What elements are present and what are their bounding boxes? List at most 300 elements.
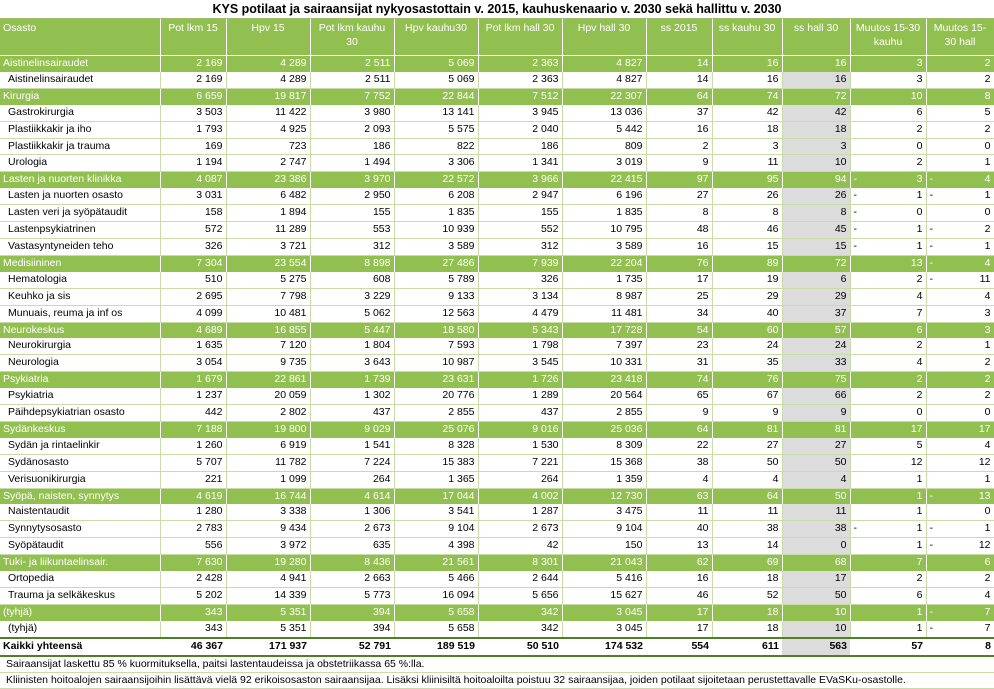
cell-value	[562, 388, 646, 404]
group-row[interactable]	[0, 322, 994, 338]
cell-value	[394, 538, 478, 555]
table-row[interactable]	[0, 538, 994, 555]
cell-text: 7 304	[196, 256, 223, 269]
cell-value	[394, 238, 478, 255]
cell-text: 2	[984, 373, 991, 386]
cell-text: 42	[546, 539, 559, 552]
cell-value	[160, 322, 226, 338]
cell-value	[850, 172, 926, 188]
row-label	[0, 288, 160, 305]
cell-text: 6 659	[196, 89, 223, 102]
cell-text: 394	[372, 621, 391, 634]
cell-value	[160, 488, 226, 504]
cell-value	[394, 488, 478, 504]
cell-text: 5 658	[448, 621, 475, 634]
row-label	[0, 105, 160, 121]
cell-value	[226, 272, 310, 288]
cell-text: 19	[766, 272, 779, 285]
cell-text: 7	[984, 621, 991, 634]
column-header[interactable]: Muutos 15-30 hall	[926, 19, 994, 56]
cell-text: 7 512	[532, 89, 559, 102]
cell-text: 3 545	[532, 356, 559, 369]
cell-text: 9 133	[448, 289, 475, 302]
cell-value	[160, 355, 226, 372]
table-row[interactable]	[0, 238, 994, 255]
cell-value	[226, 555, 310, 571]
cell-text: 1 798	[532, 339, 559, 352]
cell-text: Lasten ja nuorten klinikka	[3, 173, 122, 186]
cell-value	[310, 56, 394, 72]
cell-text: 2 783	[196, 522, 223, 535]
cell-value	[850, 138, 926, 155]
cell-value	[226, 621, 310, 638]
cell-value	[562, 471, 646, 488]
cell-value	[394, 205, 478, 222]
cell-text: 72	[834, 256, 847, 269]
cell-text: 0	[984, 139, 991, 152]
cell-text: 0	[840, 539, 847, 552]
cell-value	[850, 504, 926, 520]
cell-value	[850, 588, 926, 605]
cell-value	[562, 155, 646, 172]
cell-value	[226, 638, 310, 656]
group-row[interactable]	[0, 555, 994, 571]
row-label	[0, 454, 160, 471]
cell-value	[160, 222, 226, 239]
cell-value	[926, 338, 994, 354]
cell-value	[850, 372, 926, 388]
cell-value	[394, 72, 478, 88]
group-row[interactable]	[0, 372, 994, 388]
cell-text: 0	[984, 505, 991, 518]
cell-value	[478, 454, 562, 471]
column-header[interactable]: Hpv kauhu30	[394, 19, 478, 56]
group-row[interactable]	[0, 172, 994, 188]
cell-text: 16	[766, 57, 779, 69]
table-row[interactable]	[0, 405, 994, 422]
cell-text: 611	[762, 639, 779, 652]
group-row[interactable]	[0, 255, 994, 271]
table-row[interactable]	[0, 121, 994, 138]
column-header[interactable]: Pot lkm kauhu 30	[310, 19, 394, 56]
table-row[interactable]	[0, 155, 994, 172]
cell-text: 3	[916, 173, 923, 186]
cell-text: 89	[766, 256, 779, 269]
cell-value	[712, 388, 782, 404]
cell-text: 809	[624, 139, 643, 152]
cell-value	[646, 255, 712, 271]
cell-value	[160, 372, 226, 388]
cell-text: 553	[372, 223, 391, 236]
cell-value	[562, 421, 646, 437]
total-row[interactable]	[0, 638, 994, 656]
table-row[interactable]	[0, 105, 994, 121]
cell-text: 5 466	[448, 572, 475, 585]
cell-value	[782, 272, 850, 288]
cell-text: 2	[916, 339, 923, 352]
cell-text: 2	[916, 122, 923, 135]
cell-text: 4	[984, 589, 991, 601]
cell-value	[226, 488, 310, 504]
cell-value	[782, 604, 850, 620]
cell-text: 343	[204, 605, 223, 618]
cell-text: 155	[540, 206, 559, 219]
cell-value	[850, 255, 926, 271]
cell-value	[394, 222, 478, 239]
column-header[interactable]: Osasto	[0, 19, 160, 56]
cell-text: 65	[696, 389, 709, 402]
cell-value	[712, 138, 782, 155]
cell-text: 38	[696, 455, 709, 468]
cell-value	[850, 355, 926, 372]
cell-text: 4 925	[280, 122, 307, 135]
cell-value	[226, 521, 310, 538]
cell-value	[712, 421, 782, 437]
table-row[interactable]	[0, 621, 994, 638]
negative-sign: -	[853, 189, 857, 202]
cell-value	[478, 238, 562, 255]
cell-value	[646, 105, 712, 121]
cell-value	[782, 405, 850, 422]
cell-text: 8	[702, 206, 709, 219]
cell-value	[478, 222, 562, 239]
cell-text: 9	[702, 406, 709, 419]
cell-value	[160, 238, 226, 255]
cell-value	[226, 72, 310, 88]
cell-text: 9 016	[532, 422, 559, 435]
cell-text: Gastrokirurgia	[8, 105, 74, 118]
table-row[interactable]	[0, 388, 994, 404]
cell-text: 17 728	[610, 323, 643, 336]
cell-value	[226, 238, 310, 255]
cell-text: 38	[766, 522, 779, 535]
row-label	[0, 355, 160, 372]
row-label	[0, 471, 160, 488]
cell-text: Keuhko ja sis	[8, 289, 71, 302]
cell-text: 4 398	[448, 539, 475, 552]
group-row[interactable]	[0, 88, 994, 104]
cell-text: 2 363	[532, 72, 559, 85]
cell-text: 18	[766, 572, 779, 585]
negative-sign: -	[929, 223, 933, 236]
column-header[interactable]: Pot lkm 15	[160, 19, 226, 56]
cell-value	[394, 355, 478, 372]
cell-value	[310, 305, 394, 322]
cell-text: 3 054	[196, 356, 223, 369]
cell-text: 5 658	[448, 605, 475, 618]
table-row[interactable]	[0, 188, 994, 204]
cell-value	[712, 338, 782, 354]
cell-value	[394, 638, 478, 656]
cell-text: 4 827	[616, 72, 643, 85]
cell-text: 2 169	[196, 57, 223, 69]
cell-text: 17	[696, 272, 709, 285]
cell-text: Neurokeskus	[3, 323, 65, 336]
cell-value	[646, 205, 712, 222]
cell-text: 46	[696, 589, 709, 601]
cell-value	[478, 621, 562, 638]
cell-text: 16	[834, 57, 847, 69]
cell-value	[478, 355, 562, 372]
cell-value	[478, 372, 562, 388]
cell-text: Sydänkeskus	[3, 422, 66, 435]
cell-text: 7	[916, 306, 923, 319]
table-row[interactable]	[0, 471, 994, 488]
cell-text: 16 094	[442, 589, 475, 601]
cell-text: 9 434	[280, 522, 307, 535]
cell-text: 4 002	[532, 489, 559, 502]
cell-value	[310, 471, 394, 488]
cell-text: 3	[772, 139, 779, 152]
table-row[interactable]	[0, 305, 994, 322]
cell-text: Ortopedia	[8, 572, 55, 585]
row-label	[0, 121, 160, 138]
cell-text: 2 802	[280, 406, 307, 419]
table-row[interactable]	[0, 272, 994, 288]
table-row[interactable]	[0, 288, 994, 305]
cell-value	[394, 454, 478, 471]
cell-value	[394, 471, 478, 488]
cell-value	[646, 138, 712, 155]
cell-value	[394, 372, 478, 388]
cell-value	[310, 438, 394, 454]
cell-value	[226, 372, 310, 388]
cell-value	[850, 88, 926, 104]
table-row[interactable]	[0, 72, 994, 88]
cell-text: 10 481	[274, 306, 307, 319]
cell-text: 2	[984, 572, 991, 585]
cell-text: 9 735	[280, 356, 307, 369]
cell-text: 312	[540, 239, 559, 252]
cell-text: 2	[984, 223, 991, 236]
cell-text: 68	[834, 556, 847, 569]
cell-text: 54	[696, 323, 709, 336]
cell-text: 7 221	[532, 455, 559, 468]
cell-value	[226, 172, 310, 188]
cell-value	[850, 488, 926, 504]
cell-value	[926, 56, 994, 72]
cell-text: 94	[834, 173, 847, 186]
table-row[interactable]	[0, 571, 994, 587]
cell-value	[850, 305, 926, 322]
cell-text: 11	[767, 505, 779, 518]
cell-value	[850, 405, 926, 422]
row-label	[0, 322, 160, 338]
cell-text: 3	[916, 57, 923, 69]
cell-text: 1 835	[616, 206, 643, 219]
cell-text: 4	[702, 472, 709, 485]
cell-text: Verisuonikirurgia	[8, 472, 86, 485]
cell-text: 155	[372, 206, 391, 219]
cell-text: 1 306	[364, 505, 391, 518]
cell-value	[850, 322, 926, 338]
cell-value	[394, 305, 478, 322]
row-label	[0, 205, 160, 222]
column-header[interactable]: Pot lkm hall 30	[478, 19, 562, 56]
table-row[interactable]	[0, 521, 994, 538]
cell-text: 29	[766, 289, 779, 302]
cell-text: 1 280	[196, 505, 223, 518]
cell-text: 1	[916, 223, 923, 236]
table-row[interactable]	[0, 504, 994, 520]
cell-value	[310, 454, 394, 471]
cell-text: Hematologia	[8, 272, 67, 285]
cell-text: 186	[372, 139, 391, 152]
cell-text: 18	[834, 122, 847, 135]
cell-text: 9	[840, 406, 847, 419]
cell-text: 1 679	[196, 373, 223, 386]
group-row[interactable]	[0, 488, 994, 504]
group-row[interactable]	[0, 604, 994, 620]
cell-text: Syöpätaudit	[8, 539, 64, 552]
cell-text: 4 827	[616, 57, 643, 69]
cell-value	[478, 56, 562, 72]
cell-value	[646, 288, 712, 305]
cell-text: 1	[984, 189, 991, 202]
cell-value	[926, 222, 994, 239]
cell-value	[394, 571, 478, 587]
cell-text: 3 643	[364, 356, 391, 369]
cell-text: 1 237	[196, 389, 223, 402]
cell-value	[160, 571, 226, 587]
cell-value	[226, 155, 310, 172]
cell-value	[562, 272, 646, 288]
cell-text: 14	[696, 57, 709, 69]
cell-value	[850, 555, 926, 571]
cell-text: Naistentaudit	[8, 505, 70, 518]
row-label	[0, 155, 160, 172]
column-header[interactable]: ss hall 30	[782, 19, 850, 56]
cell-value	[160, 138, 226, 155]
cell-value	[646, 571, 712, 587]
cell-value	[562, 555, 646, 571]
cell-value	[310, 322, 394, 338]
cell-text: 6	[916, 323, 923, 336]
cell-value	[646, 488, 712, 504]
cell-text: 5 773	[364, 589, 391, 601]
cell-text: 15 383	[442, 455, 475, 468]
cell-value	[226, 105, 310, 121]
column-header[interactable]: Hpv 15	[226, 19, 310, 56]
cell-text: 1 260	[196, 438, 223, 451]
cell-value	[782, 588, 850, 605]
cell-text: 1	[916, 505, 923, 518]
table-row[interactable]	[0, 222, 994, 239]
group-row[interactable]	[0, 56, 994, 72]
cell-value	[926, 421, 994, 437]
cell-value	[394, 421, 478, 437]
column-header[interactable]: ss kauhu 30	[712, 19, 782, 56]
column-header[interactable]: ss 2015	[646, 19, 712, 56]
group-row[interactable]	[0, 421, 994, 437]
cell-text: 3 338	[280, 505, 307, 518]
cell-value	[850, 438, 926, 454]
cell-text: 17	[978, 422, 991, 435]
cell-value	[226, 288, 310, 305]
cell-value	[782, 155, 850, 172]
cell-text: 5	[984, 105, 991, 118]
cell-value	[226, 355, 310, 372]
cell-value	[782, 538, 850, 555]
cell-value	[478, 255, 562, 271]
row-label	[0, 438, 160, 454]
cell-value	[646, 56, 712, 72]
cell-text: 723	[288, 139, 307, 152]
cell-value	[478, 471, 562, 488]
cell-text: 150	[624, 539, 643, 552]
cell-value	[712, 372, 782, 388]
table-row[interactable]	[0, 588, 994, 605]
table-row[interactable]	[0, 454, 994, 471]
cell-value	[562, 88, 646, 104]
row-label	[0, 538, 160, 555]
cell-value	[478, 72, 562, 88]
cell-text: 62	[696, 556, 709, 569]
cell-value	[160, 56, 226, 72]
cell-value	[646, 172, 712, 188]
cell-value	[782, 121, 850, 138]
cell-text: Urologia	[8, 156, 48, 169]
cell-value	[926, 621, 994, 638]
cell-text: 3 475	[616, 505, 643, 518]
negative-sign: -	[853, 239, 857, 252]
cell-value	[310, 421, 394, 437]
cell-text: 33	[834, 356, 847, 369]
cell-value	[646, 388, 712, 404]
cell-value	[712, 322, 782, 338]
cell-text: 1 835	[448, 206, 475, 219]
cell-value	[926, 438, 994, 454]
table-row[interactable]	[0, 205, 994, 222]
cell-value	[782, 388, 850, 404]
cell-text: 22 307	[610, 89, 643, 102]
cell-value	[226, 121, 310, 138]
cell-value	[926, 105, 994, 121]
cell-text: 7 630	[196, 556, 223, 569]
cell-text: 17 044	[442, 489, 475, 502]
table-header	[0, 19, 994, 56]
column-header[interactable]: Muutos 15-30 kauhu	[850, 19, 926, 56]
cell-value	[646, 438, 712, 454]
cell-text: 3	[984, 306, 991, 319]
cell-value	[850, 105, 926, 121]
table-row[interactable]	[0, 438, 994, 454]
cell-text: 4	[840, 472, 847, 485]
cell-text: 264	[540, 472, 559, 485]
cell-value	[850, 388, 926, 404]
row-label	[0, 372, 160, 388]
cell-value	[562, 538, 646, 555]
table-row[interactable]	[0, 355, 994, 372]
cell-value	[310, 338, 394, 354]
table-row[interactable]	[0, 338, 994, 354]
cell-value	[562, 405, 646, 422]
cell-text: 1 726	[532, 373, 559, 386]
cell-text: 37	[834, 306, 847, 319]
column-header[interactable]: Hpv hall 30	[562, 19, 646, 56]
cell-value	[850, 272, 926, 288]
cell-value	[926, 305, 994, 322]
table-row[interactable]	[0, 138, 994, 155]
cell-text: 11 481	[611, 306, 643, 319]
cell-text: 3 541	[448, 505, 475, 518]
cell-text: 1 635	[196, 339, 223, 352]
cell-value	[782, 621, 850, 638]
cell-value	[394, 438, 478, 454]
cell-text: 23 418	[610, 373, 643, 386]
cell-text: Munuais, reuma ja inf os	[8, 306, 123, 319]
cell-value	[850, 571, 926, 587]
